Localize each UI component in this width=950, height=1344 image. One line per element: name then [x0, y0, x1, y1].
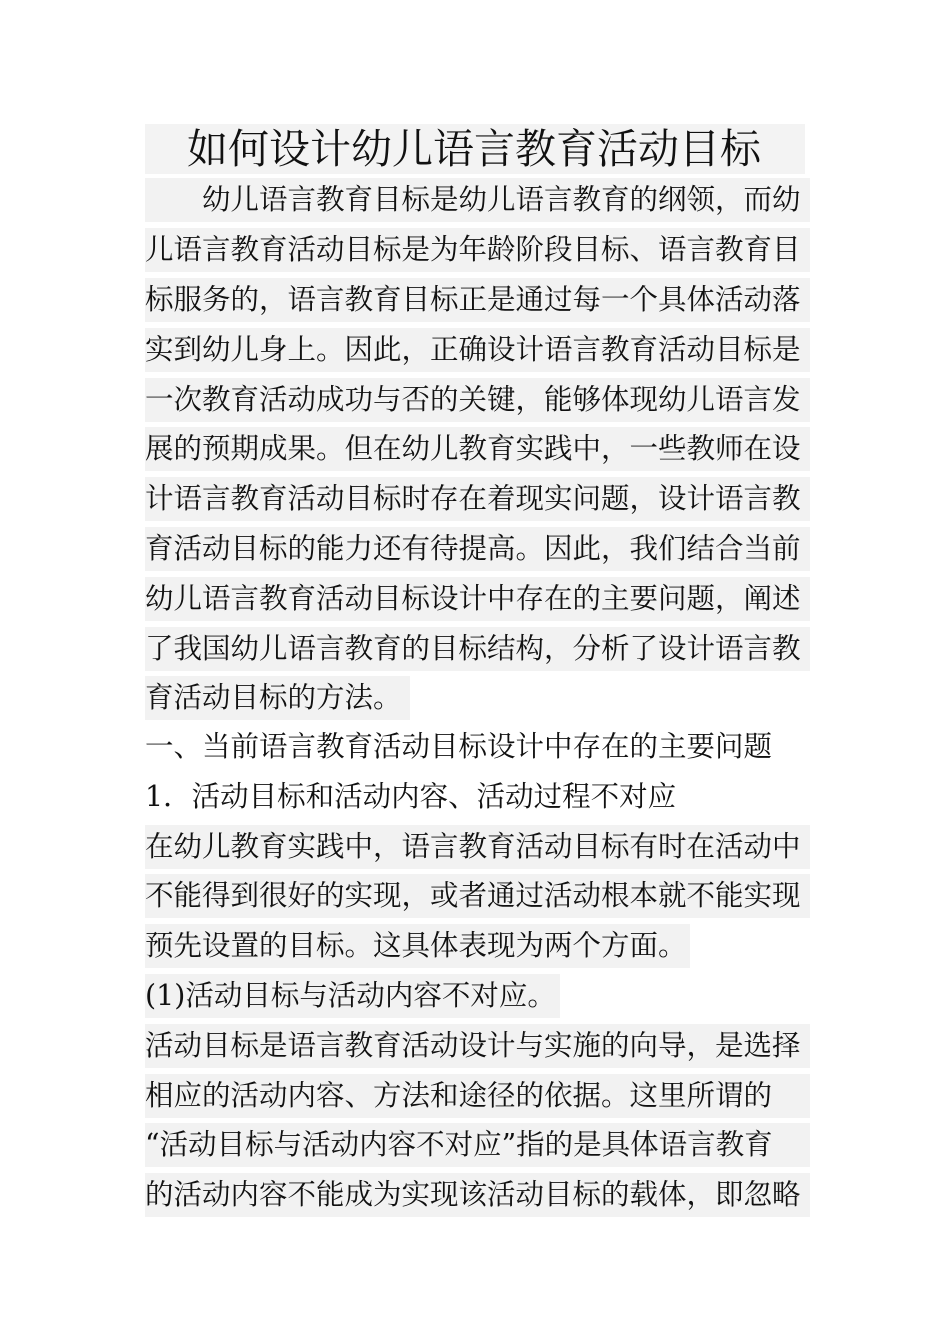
- paragraph-line: 幼儿语言教育目标是幼儿语言教育的纲领，而幼: [145, 178, 810, 222]
- paragraph-line: 育活动目标的能力还有待提高。因此，我们结合当前: [145, 527, 810, 571]
- paragraph-line: 一次教育活动成功与否的关键，能够体现幼儿语言发: [145, 378, 810, 422]
- section-heading: 一、当前语言教育活动目标设计中存在的主要问题: [145, 730, 773, 763]
- paragraph-line: 了我国幼儿语言教育的目标结构，分析了设计语言教: [145, 627, 810, 671]
- paragraph-line: 计语言教育活动目标时存在着现实问题，设计语言教: [145, 477, 810, 521]
- paragraph-line: 的活动内容不能成为实现该活动目标的载体，即忽略: [145, 1173, 810, 1217]
- paragraph-line: 预先设置的目标。这具体表现为两个方面。: [145, 924, 690, 968]
- paragraph-line: 幼儿语言教育活动目标设计中存在的主要问题，阐述: [145, 577, 810, 621]
- paragraph-line: 育活动目标的方法。: [145, 676, 410, 720]
- subsection-heading: 1．活动目标和活动内容、活动过程不对应: [145, 780, 677, 813]
- paragraph-line: 儿语言教育活动目标是为年龄阶段目标、语言教育目: [145, 228, 810, 272]
- document-title: 如何设计幼儿语言教育活动目标: [145, 124, 805, 174]
- paragraph-line: 活动目标是语言教育活动设计与实施的向导，是选择: [145, 1024, 810, 1068]
- paragraph-line: 展的预期成果。但在幼儿教育实践中，一些教师在设: [145, 427, 810, 471]
- paragraph-line: 标服务的，语言教育目标正是通过每一个具体活动落: [145, 278, 810, 322]
- paragraph-line: 相应的活动内容、方法和途径的依据。这里所谓的: [145, 1074, 810, 1118]
- paragraph-line: 不能得到很好的实现，或者通过活动根本就不能实现: [145, 874, 810, 918]
- paragraph-line: 实到幼儿身上。因此，正确设计语言教育活动目标是: [145, 328, 810, 372]
- list-item: (1)活动目标与活动内容不对应。: [145, 974, 560, 1018]
- paragraph-line: 在幼儿教育实践中，语言教育活动目标有时在活动中: [145, 825, 810, 869]
- paragraph-line: “活动目标与活动内容不对应”指的是具体语言教育: [145, 1123, 810, 1167]
